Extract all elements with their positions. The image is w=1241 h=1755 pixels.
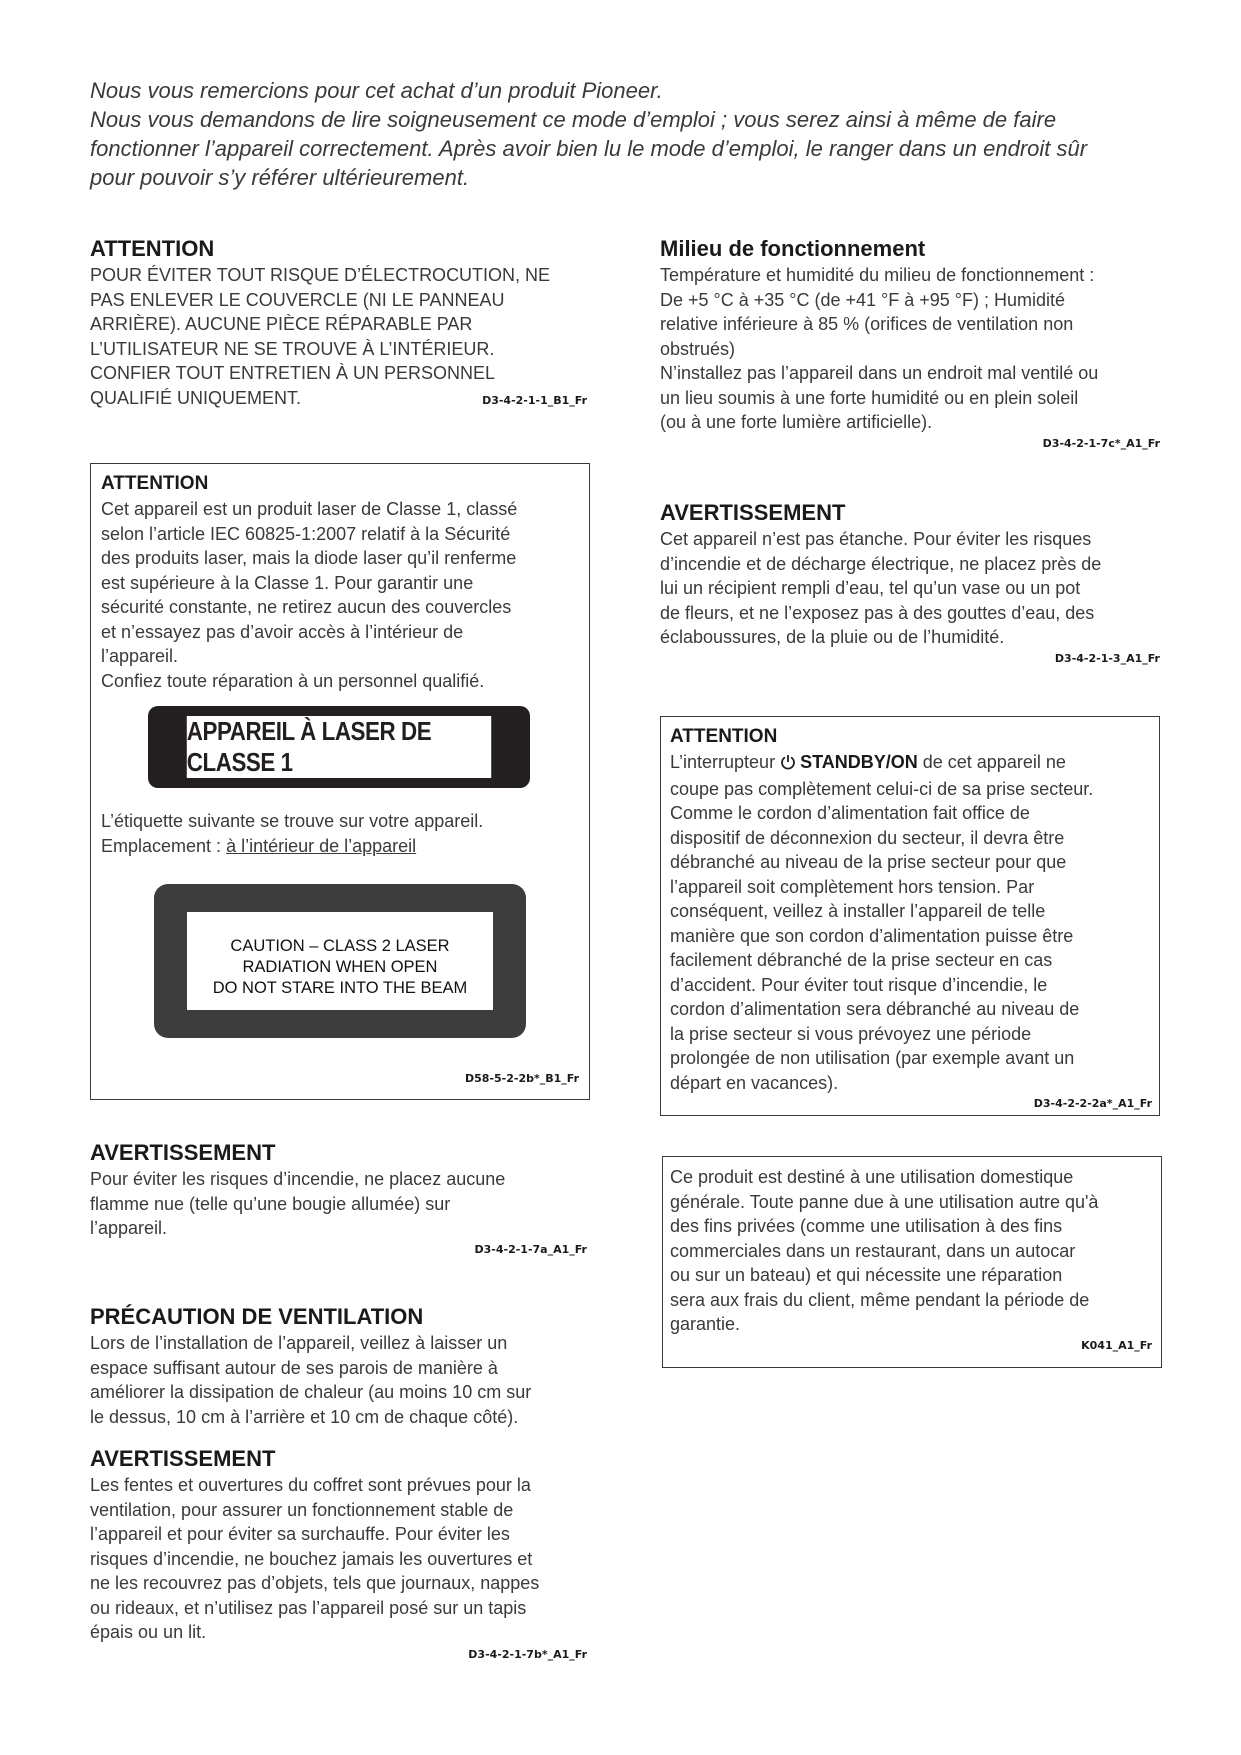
text-line: POUR ÉVITER TOUT RISQUE D’ÉLECTROCUTION, NE [90,265,551,285]
label-note: L’étiquette suivante se trouve sur votre appareil. [101,811,484,831]
text-line: ou sur un bateau) et qui nécessite une réparation [670,1265,1063,1285]
text-line: l’appareil soit complètement hors tension. Par [670,876,1035,897]
section-heading: PRÉCAUTION DE VENTILATION [90,1304,424,1329]
intro-line: fonctionner l’appareil correctement. Après avoir bien lu le mode d’emploi, le ranger dans un endroit sûr [90,136,1088,161]
intro-line: Nous vous remercions pour cet achat d’un produit Pioneer. [90,78,663,103]
text-line: flamme nue (telle qu’une bougie allumée) sur [90,1193,451,1214]
text-line: espace suffisant autour de ses parois de manière à [90,1357,498,1378]
text-line: Confiez toute réparation à un personnel qualifié. [101,670,485,691]
reference-code: D3-4-2-1-7c*_A1_Fr [1042,436,1160,450]
text-line: dispositif de déconnexion du secteur, il devra être [670,827,1065,848]
reference-code: D3-4-2-1-3_A1_Fr [1054,651,1160,665]
text-line: l’appareil. [90,1218,168,1238]
text-line: est supérieure à la Classe 1. Pour garantir une [101,572,474,593]
text-line: d’accident. Pour éviter tout risque d’incendie, le [670,974,1048,995]
text-line: ARRIÈRE). AUCUNE PIÈCE RÉPARABLE PAR [90,314,473,334]
text-line: éclaboussures, de la pluie ou de l’humidité. [660,627,1005,647]
usage-notice-content [670,1165,1152,1352]
text-line: ventilation, pour assurer un fonctionnement stable de [90,1499,514,1520]
reference-code: K041_A1_Fr [1081,1338,1152,1352]
text-line: prolongée de non utilisation (par exemple avant un [670,1048,1075,1068]
location-line [101,834,580,859]
label-location [101,809,580,858]
ventilation-section [90,1304,590,1429]
reference-code: D58-5-2-2b*_B1_Fr [465,1072,579,1085]
text-line: d’incendie et de décharge électrique, ne placez près de [660,553,1102,574]
box-heading: ATTENTION [670,726,778,747]
text-line: commerciales dans un restaurant, dans un autocar [670,1240,1076,1261]
box-heading: ATTENTION [101,473,209,494]
caution-label-text [187,912,493,1010]
standby-suffix: de cet appareil ne [917,752,1066,772]
text-line [670,750,1152,777]
text-line: Cet appareil est un produit laser de Classe 1, classé [101,499,518,519]
location-prefix: Emplacement : [101,835,227,856]
text-line: N’installez pas l’appareil dans un endroit mal ventilé ou [660,363,1099,383]
text-line: ne les recouvrez pas d’objets, tels que journaux, nappes [90,1573,540,1593]
text-line: De +5 °C à +35 °C (de +41 °F à +95 °F) ; Humidité [660,289,1065,310]
text-line: conséquent, veillez à installer l’appareil de telle [670,901,1046,921]
section-heading: ATTENTION [90,236,215,261]
text-line: facilement débranché de la prise secteur en cas [670,950,1053,970]
section-heading: AVERTISSEMENT [90,1140,276,1165]
section-heading: AVERTISSEMENT [90,1446,276,1471]
milieu-section [660,236,1160,450]
intro-line: Nous vous demandons de lire soigneusement ce mode d’emploi ; vous serez ainsi à même de faire [90,107,1057,132]
text-line: PAS ENLEVER LE COUVERCLE (NI LE PANNEAU [90,289,505,310]
text-line: un lieu soumis à une forte humidité ou en plein soleil [660,387,1079,408]
text-line: Cet appareil n’est pas étanche. Pour éviter les risques [660,529,1092,549]
reference-code: D3-4-2-1-1_B1_Fr [482,394,587,407]
text-line: garantie. [670,1314,741,1334]
text-line: épais ou un lit. [90,1622,207,1642]
laser-attention-content [101,472,580,693]
text-line: débranché au niveau de la prise secteur pour que [670,852,1067,872]
reference-code: D3-4-2-1-7b*_A1_Fr [468,1647,587,1661]
text-line: l’appareil. [101,646,179,666]
text-line: selon l’article IEC 60825-1:2007 relatif à la Sécurité [101,523,511,544]
caution-line: CAUTION – CLASS 2 LASER [230,937,450,955]
text-line: de fleurs, et ne l’exposez pas à des gouttes d’eau, des [660,602,1095,623]
intro-line: pour pouvoir s’y référer ultérieurement. [90,165,470,190]
text-line: sera aux frais du client, même pendant la période de [670,1289,1090,1310]
section-heading: Milieu de fonctionnement [660,236,926,261]
text-line: la prise secteur si vous prévoyez une période [670,1023,1032,1044]
avertissement-fentes-section [90,1446,587,1661]
text-line: Température et humidité du milieu de fonctionnement : [660,265,1095,285]
avertissement-eau-section [660,500,1160,665]
standby-prefix: L’interrupteur [670,752,781,772]
laser-class-label [148,706,530,788]
text-line: cordon d’alimentation sera débranché au niveau de [670,999,1080,1019]
text-line: lui un récipient rempli d’eau, tel qu’un vase ou un pot [660,578,1081,598]
text-line: coupe pas complètement celui-ci de sa prise secteur. [670,778,1094,799]
text-line: (ou à une forte lumière artificielle). [660,412,933,432]
text-line: et n’essayez pas d’avoir accès à l’intérieur de [101,621,464,642]
text-line: Pour éviter les risques d’incendie, ne placez aucune [90,1169,506,1189]
caution-laser-label [154,884,526,1038]
text-line: des produits laser, mais la diode laser qu’il renferme [101,548,517,568]
text-line: Comme le cordon d’alimentation fait office de [670,803,1030,823]
text-line: ou rideaux, et n’utilisez pas l’appareil posé sur un tapis [90,1597,527,1618]
text-line: le dessus, 10 cm à l’arrière et 10 cm de chaque côté). [90,1406,519,1427]
text-line: Lors de l’installation de l’appareil, veillez à laisser un [90,1333,508,1353]
text-line: relative inférieure à 85 % (orifices de ventilation non [660,314,1074,334]
power-icon [780,752,796,777]
location-value: à l’intérieur de l’appareil [226,835,417,856]
text-line: Les fentes et ouvertures du coffret sont prévues pour la [90,1475,531,1495]
text-line: Ce produit est destiné à une utilisation domestique [670,1167,1074,1187]
text-line: risques d’incendie, ne bouchez jamais les ouvertures et [90,1548,533,1569]
text-line: QUALIFIÉ UNIQUEMENT. [90,387,302,408]
avertissement-flamme-section [90,1140,587,1256]
text-line: départ en vacances). [670,1072,839,1093]
text-line: CONFIER TOUT ENTRETIEN À UN PERSONNEL [90,363,496,383]
text-line: sécurité constante, ne retirez aucun des couvercles [101,597,512,617]
text-line: générale. Toute panne due à une utilisation autre qu'à [670,1191,1099,1212]
standby-button-name: STANDBY/ON [800,752,918,772]
text-line: manière que son cordon d’alimentation puisse être [670,925,1074,946]
text-line: L’UTILISATEUR NE SE TROUVE À L’INTÉRIEUR. [90,338,495,359]
standby-attention-content [670,725,1152,1110]
text-line: obstrués) [660,338,736,359]
intro-text [90,76,1170,192]
reference-code: D3-4-2-1-7a_A1_Fr [474,1242,587,1256]
caution-line: DO NOT STARE INTO THE BEAM [212,979,468,997]
section-heading: AVERTISSEMENT [660,500,846,525]
laser-class-label-text: APPAREIL À LASER DE CLASSE 1 [187,716,491,778]
text-line: l’appareil et pour éviter sa surchauffe. Pour éviter les [90,1524,510,1544]
caution-line: RADIATION WHEN OPEN [242,958,438,976]
reference-code: D3-4-2-2-2a*_A1_Fr [1033,1097,1152,1110]
attention-electrocution-section [90,236,587,407]
text-line: des fins privées (comme une utilisation à des fins [670,1216,1063,1236]
text-line: améliorer la dissipation de chaleur (au moins 10 cm sur [90,1382,532,1402]
